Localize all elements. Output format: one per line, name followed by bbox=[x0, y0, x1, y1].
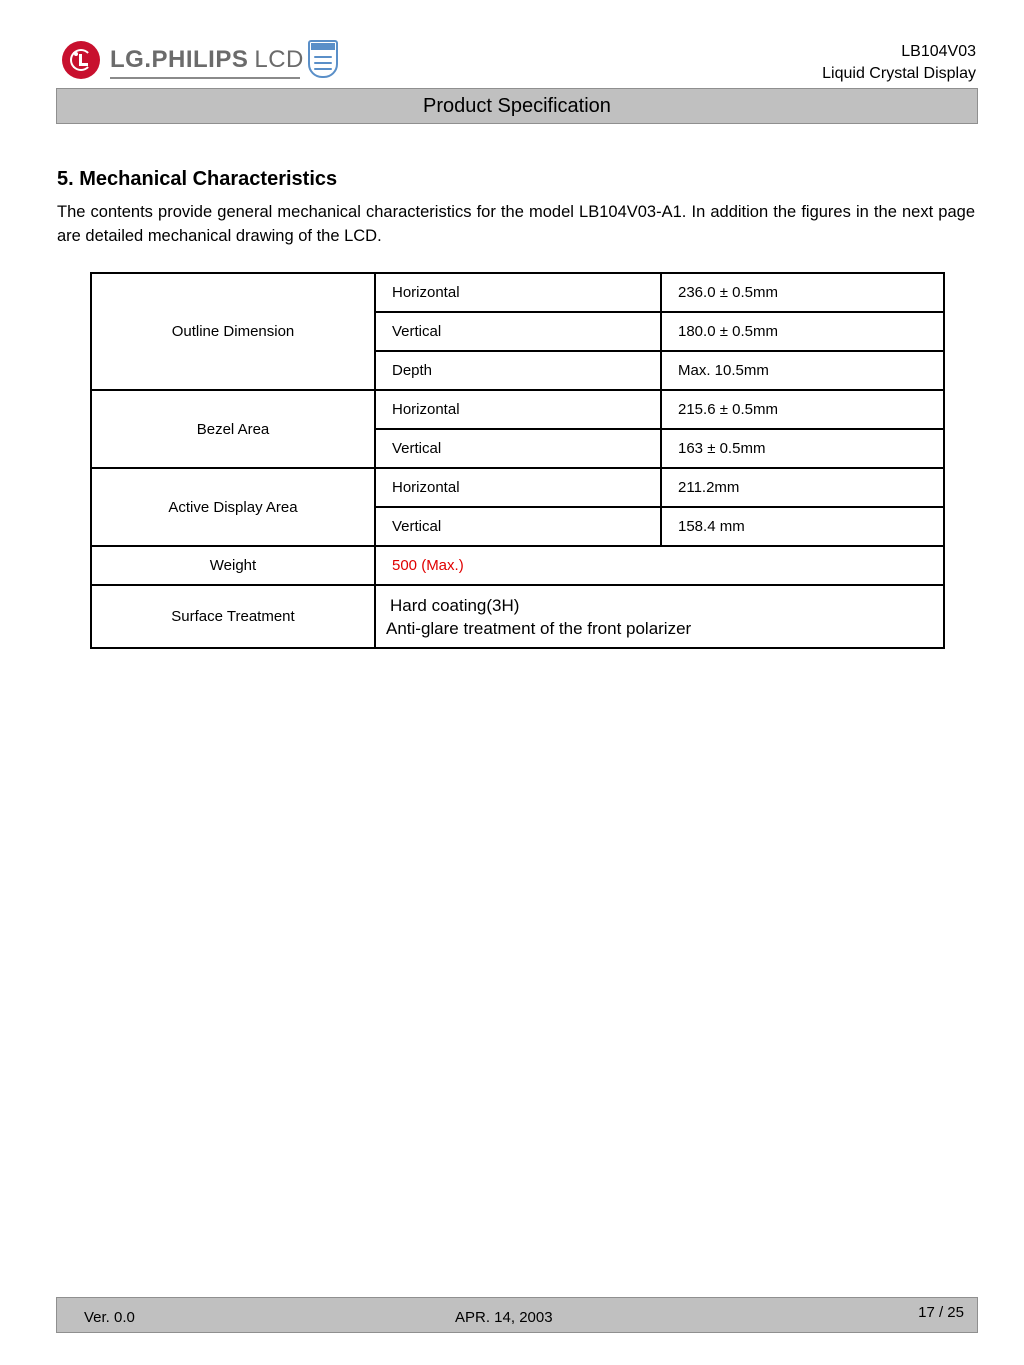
surface-line-2: Anti-glare treatment of the front polarizer bbox=[386, 618, 692, 638]
section-intro: The contents provide general mechanical characteristics for the model LB104V03-A1. In addition the figures in the next page are detailed mechanical drawing of the LCD. bbox=[57, 203, 975, 245]
table-row bbox=[91, 468, 944, 507]
lg-face-icon bbox=[62, 41, 100, 79]
footer-version: Ver. 0.0 bbox=[84, 1309, 135, 1326]
mechanical-spec-table bbox=[90, 272, 945, 649]
item-cell: Horizontal bbox=[375, 273, 661, 312]
value-cell: 163 ± 0.5mm bbox=[661, 429, 944, 468]
weight-value: 500 (Max.) bbox=[375, 546, 944, 585]
section-heading: 5. Mechanical Characteristics bbox=[57, 168, 338, 190]
brand-name: LG.PHILIPS LCD bbox=[110, 46, 304, 73]
table-row bbox=[91, 585, 944, 648]
value-cell: Max. 10.5mm bbox=[661, 351, 944, 390]
item-cell: Depth bbox=[375, 351, 661, 390]
brand-underline bbox=[110, 77, 300, 79]
category-cell: Outline Dimension bbox=[91, 273, 375, 390]
category-cell: Surface Treatment bbox=[91, 585, 375, 648]
item-cell: Horizontal bbox=[375, 390, 661, 429]
category-cell: Weight bbox=[91, 546, 375, 585]
surface-treatment-value bbox=[375, 585, 944, 648]
item-cell: Vertical bbox=[375, 429, 661, 468]
lg-philips-logo bbox=[62, 38, 304, 82]
document-title: Product Specification bbox=[423, 94, 611, 117]
category-cell: Bezel Area bbox=[91, 390, 375, 468]
table-row bbox=[91, 546, 944, 585]
value-cell: 180.0 ± 0.5mm bbox=[661, 312, 944, 351]
surface-line-1: Hard coating(3H) bbox=[390, 595, 520, 615]
item-cell: Horizontal bbox=[375, 468, 661, 507]
table-row bbox=[91, 390, 944, 429]
document-title-bar bbox=[56, 88, 978, 124]
value-cell: 158.4 mm bbox=[661, 507, 944, 546]
value-cell: 211.2mm bbox=[661, 468, 944, 507]
footer-bar bbox=[56, 1297, 978, 1333]
item-cell: Vertical bbox=[375, 507, 661, 546]
footer-date: APR. 14, 2003 bbox=[455, 1309, 553, 1326]
value-cell: 236.0 ± 0.5mm bbox=[661, 273, 944, 312]
value-cell: 215.6 ± 0.5mm bbox=[661, 390, 944, 429]
category-cell: Active Display Area bbox=[91, 468, 375, 546]
item-cell: Vertical bbox=[375, 312, 661, 351]
model-number: LB104V03 bbox=[901, 43, 976, 60]
table-row bbox=[91, 273, 944, 312]
philips-shield-icon bbox=[308, 40, 338, 78]
footer-page-number: 17 / 25 bbox=[918, 1304, 964, 1321]
header-model-info bbox=[822, 41, 976, 85]
product-type: Liquid Crystal Display bbox=[822, 65, 976, 82]
